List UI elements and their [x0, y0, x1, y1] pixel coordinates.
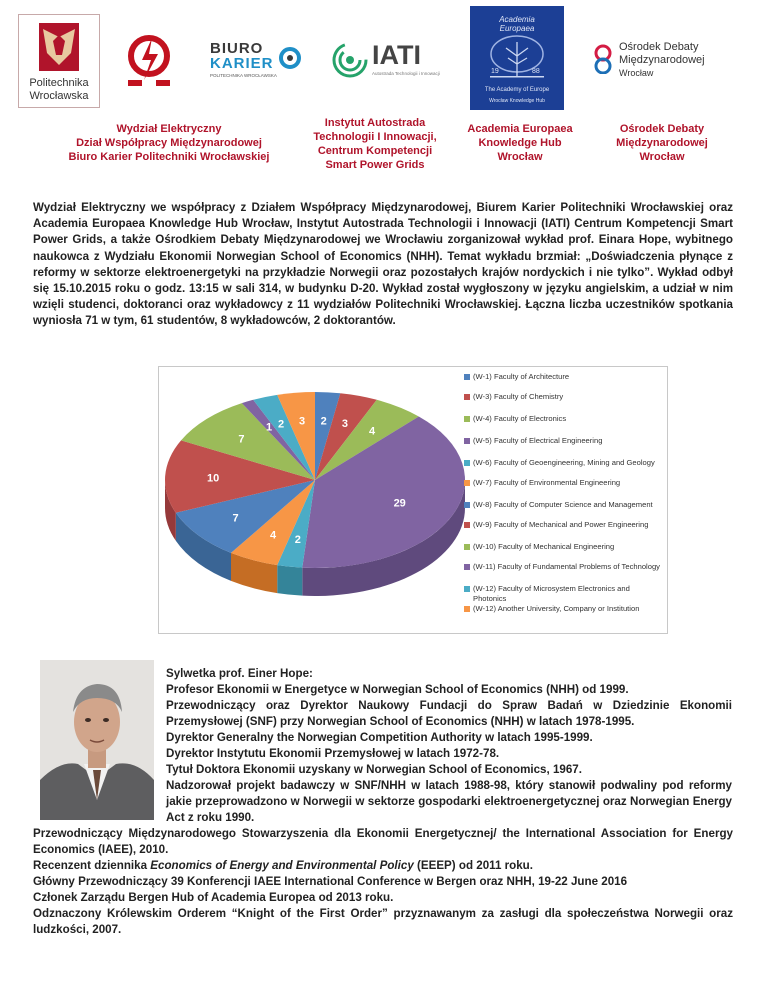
- org-label-line: Biuro Karier Politechniki Wrocławskiej: [68, 151, 270, 163]
- bio-line: Dyrektor Instytutu Ekonomii Przemysłowej w latach 1972-78.: [166, 747, 500, 760]
- academia-bottom: The Academy of Europe: [484, 87, 550, 93]
- pie-data-label: 3: [298, 415, 306, 428]
- debaty-line2: Międzynarodowej: [619, 54, 705, 66]
- bio-line: Główny Przewodniczący 39 Konferencji IAEE International Conference w Bergen oraz NHH, 19-22 June 2016: [33, 875, 628, 888]
- academia-year-b: 88: [532, 68, 540, 75]
- legend-label: (W-10) Faculty of Mechanical Engineering: [473, 542, 615, 551]
- debaty-icon: [592, 44, 614, 74]
- electrical-faculty-logo: [118, 30, 180, 92]
- bio-line: Odznaczony Królewskim Orderem “Knight of the First Order” przyznawanym za zasługi dla społeczeństwa Norwegii oraz ludzkości, 2007.: [33, 907, 733, 936]
- legend-label: (W-9) Faculty of Mechanical and Power Engineering: [473, 520, 649, 529]
- bio-line: Członek Zarządu Bergen Hub of Academia Europea od 2013 roku.: [33, 891, 394, 904]
- legend-label: (W-8) Faculty of Computer Science and Management: [473, 500, 653, 509]
- legend-label: (W-4) Faculty of Electronics: [473, 414, 567, 423]
- tree-icon: [470, 30, 564, 90]
- org-label-line: Wrocław: [497, 151, 543, 163]
- faculty-pie-chart: [160, 372, 470, 632]
- org-label-debaty: [598, 122, 726, 164]
- biuro-line2: KARIER: [210, 55, 274, 72]
- biuro-line1: BIURO: [210, 40, 264, 57]
- biuro-karier-logo: [210, 40, 302, 84]
- pie-data-label: 1: [266, 421, 273, 434]
- pwr-crest-icon: [19, 15, 99, 77]
- academia-top: Academia Europaea: [499, 15, 535, 33]
- electrical-faculty-icon: [118, 30, 180, 92]
- bio-line: Przewodniczący Międzynarodowego Stowarzyszenia dla Ekonomii Energetycznej/ the International Association for Energy Economics (IAEE), 2010.: [33, 827, 733, 856]
- pie-data-label: 2: [294, 534, 301, 546]
- org-label-line: Dział Współpracy Międzynarodowej: [76, 137, 262, 149]
- legend-label: (W-12) Faculty of Microsystem Electronics and Photonics: [473, 584, 630, 603]
- org-label-line: Smart Power Grids: [325, 159, 425, 171]
- bio-heading: Sylwetka prof. Einer Hope:: [166, 667, 313, 680]
- pwr-line1: Politechnika: [29, 77, 89, 89]
- legend-swatch: [464, 416, 470, 422]
- bio-line: Tytuł Doktora Ekonomii uzyskany w Norwegian School of Economics, 1967.: [166, 763, 582, 776]
- org-label-line: Ośrodek Debaty: [619, 123, 705, 135]
- legend-label: (W-3) Faculty of Chemistry: [473, 392, 564, 401]
- legend-swatch: [464, 606, 470, 612]
- org-label-line: Technologii I Innowacji,: [313, 131, 437, 143]
- iati-ring-icon: [330, 40, 370, 80]
- legend-label: (W-11) Faculty of Fundamental Problems of Technology: [473, 562, 660, 571]
- bio-line: Dyrektor Generalny the Norwegian Competition Authority w latach 1995-1999.: [166, 731, 593, 744]
- professor-photo: [40, 660, 154, 820]
- legend-swatch: [464, 480, 470, 486]
- legend-swatch: [464, 394, 470, 400]
- bio-line-reviewer: [33, 858, 533, 874]
- journal-title: Economics of Energy and Environmental Policy: [150, 859, 414, 872]
- debaty-logo: [592, 40, 742, 84]
- legend-swatch: [464, 544, 470, 550]
- legend-label: (W-5) Faculty of Electrical Engineering: [473, 436, 603, 445]
- org-label-line: Wydział Elektryczny: [116, 123, 222, 135]
- pie-data-label: 4: [369, 425, 376, 438]
- bio-line: Profesor Ekonomii w Energetyce w Norwegian School of Economics (NHH) od 1999.: [166, 683, 629, 696]
- pie-data-label: 7: [238, 433, 245, 446]
- legend-swatch: [464, 374, 470, 380]
- legend-label: (W-7) Faculty of Environmental Engineering: [473, 478, 621, 487]
- bio-line: Nadzorował projekt badawczy w SNF/NHH w latach 1988-98, który stanowił podwaliny pod reformy jakie przeprowadzono w Norwegii w sektorze gospodarki elektroenergetycznej oraz Norwegian Energy Act z roku 1990.: [166, 779, 732, 824]
- biuro-sub: POLITECHNIKA WROCŁAWSKA: [210, 73, 277, 78]
- academia-hub: Wrocław Knowledge Hub: [489, 98, 545, 104]
- legend-swatch: [464, 522, 470, 528]
- org-label-line: Knowledge Hub: [478, 137, 562, 149]
- legend-label: (W-1) Faculty of Architecture: [473, 372, 570, 381]
- portrait-image: [40, 660, 154, 820]
- legend-swatch: [464, 438, 470, 444]
- org-label-line: Wrocław: [639, 151, 685, 163]
- biuro-ring-icon: [278, 46, 302, 70]
- intro-paragraph: Wydział Elektryczny we współpracy z Działem Współpracy Międzynarodowej, Biurem Karier Politechniki Wrocławskiej oraz Academia Europaea Knowledge Hub Wrocław, Instytut Autostrada Technologii i Innowacji (IATI) Centrum Kompetencji Smart Power Grids, a także Ośrodkiem Debaty Międzynarodowej we Wrocławiu zorganizował wykład prof. Einara Hope, wybitnego naukowca z Wydziału Ekonomii Norwegian School of Economics (NHH). Temat wykładu brzmiał: „Doświadczenia płynące z reformy w sektorze elektroenergetyki na przykładzie Norwegii oraz pozostałych krajów nordyckich i nie tylko”. Wykład odbył się 15.10.2015 roku o godz. 13:15 w sali 314, w budynku D-20. Wykład został wygłoszony w języku angielskim, a udział w nim wzięli studenci, doktoranci oraz wykładowcy z 11 wydziałów Politechniki Wrocławskiej. Łączna liczba uczestników spotkania wyniosła 71 w tym, 61 studentów, 8 wykładowców, 2 doktorantów.: [33, 201, 733, 328]
- org-label-iati: [300, 116, 450, 172]
- pie-data-label: 29: [393, 497, 406, 510]
- org-label-line: Centrum Kompetencji: [317, 145, 433, 157]
- bio-text: (EEEP) od 2011 roku.: [413, 859, 533, 872]
- legend-label: (W-6) Faculty of Geoengineering, Mining and Geology: [473, 458, 655, 467]
- legend-label: (W-12) Another University, Company or Institution: [473, 604, 640, 613]
- legend-swatch: [464, 586, 470, 592]
- org-label-line: Międzynarodowej: [616, 137, 708, 149]
- academia-year-a: 19: [491, 68, 499, 75]
- pie-data-label: 4: [269, 529, 277, 542]
- bio-text: Recenzent dziennika: [33, 859, 151, 872]
- pie-slice-side: [277, 565, 302, 596]
- academia-europaea-logo: [470, 6, 564, 110]
- iati-sub: Autostrada Technologii i Innowacji: [372, 71, 440, 76]
- pwr-line2: Wrocławska: [29, 90, 89, 102]
- org-label-academia: [458, 122, 582, 164]
- legend-swatch: [464, 502, 470, 508]
- bio-line: Przewodniczący oraz Dyrektor Naukowy Fundacji do Spraw Badań w Dziedzinie Ekonomii Przemysłowej (SNF) przy Norwegian School of Economics (NHH) w latach 1978-1995.: [166, 699, 732, 728]
- iati-text: IATI: [372, 40, 421, 70]
- debaty-line3: Wrocław: [619, 68, 654, 78]
- pie-data-label: 2: [320, 415, 327, 428]
- org-label-line: Academia Europaea: [467, 123, 573, 135]
- iati-logo: [330, 38, 440, 82]
- pie-data-label: 10: [206, 472, 220, 485]
- legend-swatch: [464, 564, 470, 570]
- pwr-logo: [18, 14, 100, 108]
- legend-swatch: [464, 460, 470, 466]
- org-label-line: Instytut Autostrada: [324, 117, 426, 129]
- pie-data-label: 2: [277, 418, 285, 431]
- pie-data-label: 7: [232, 512, 239, 525]
- org-label-electrical: [54, 122, 284, 164]
- debaty-line1: Ośrodek Debaty: [619, 41, 699, 53]
- pie-data-label: 3: [341, 417, 348, 430]
